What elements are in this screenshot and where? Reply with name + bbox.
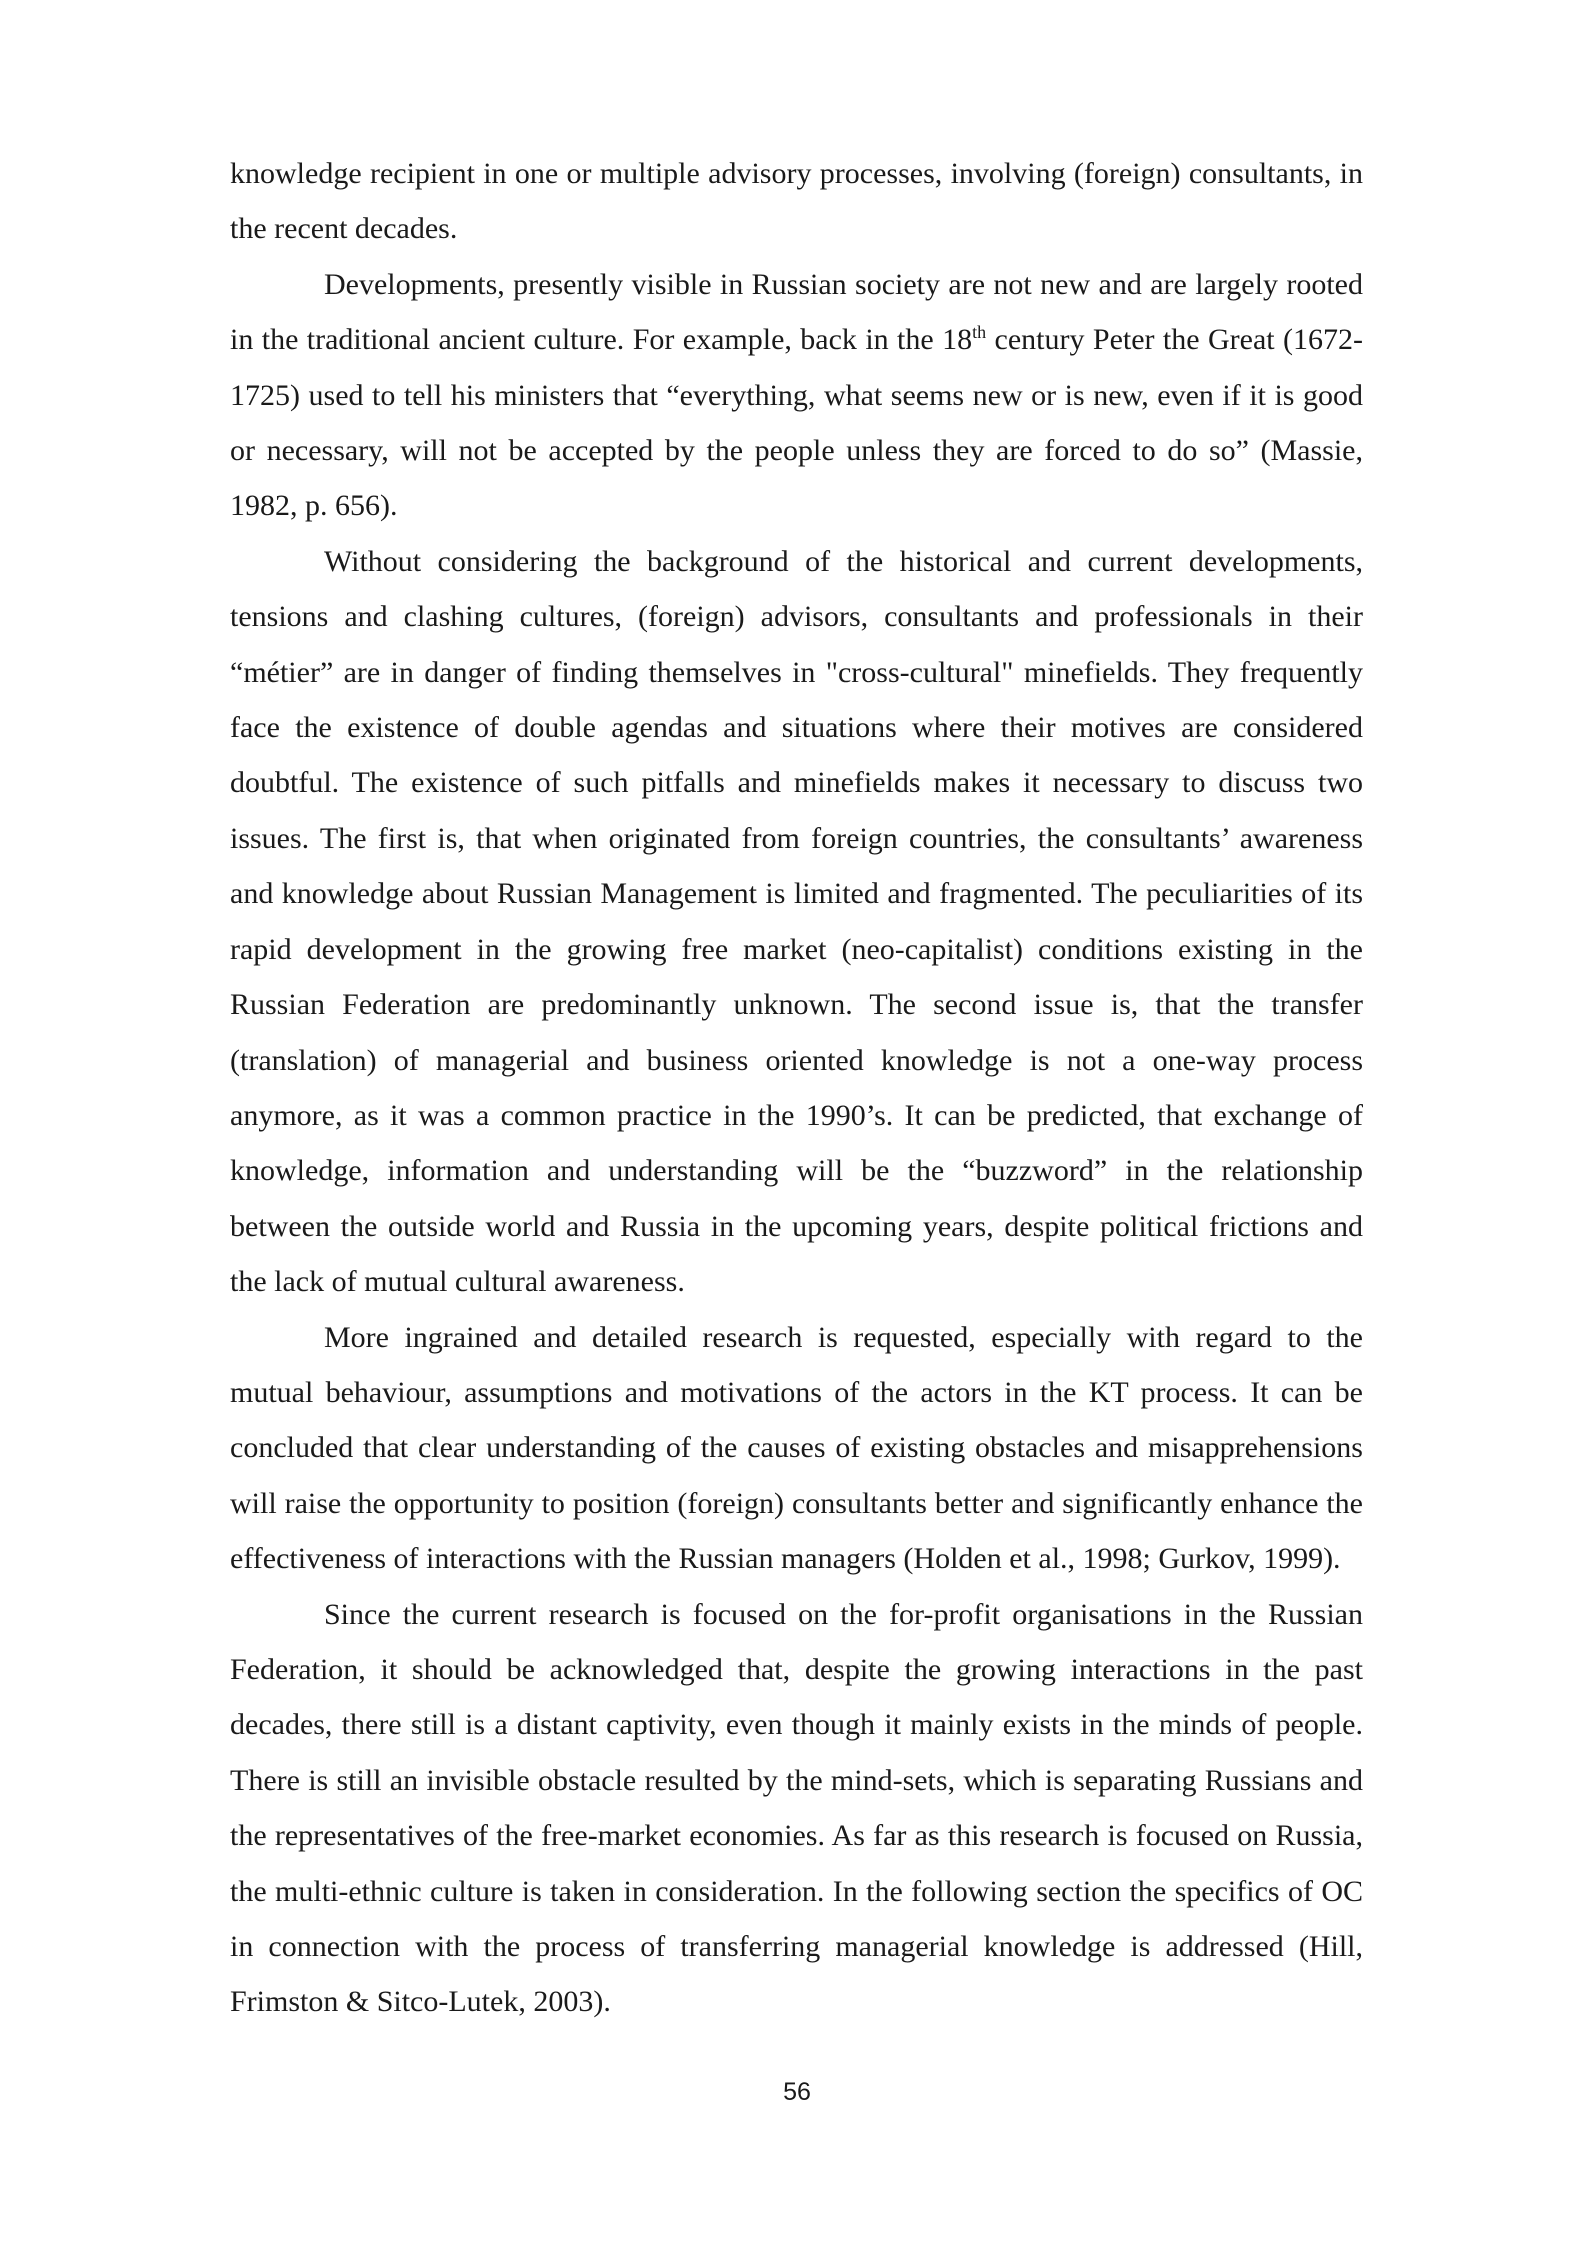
paragraph-without-considering: Without considering the background of the historical and current developments, tensions and clashing cultures, (foreign) advisors, consultants and professionals in their “métier” are in danger of finding themselves in "cross-cultural" minefields. They frequently face the existence of double agendas and situations where their motives are considered doubtful. The existence of such pitfalls and minefields makes it necessary to discuss two issues. The first is, that when originated from foreign countries, the consultants’ awareness and knowledge about Russian Management is limited and fragmented. The peculiarities of its rapid development in the growing free market (neo-capitalist) conditions existing in the Russian Federation are predominantly unknown. The second issue is, that the transfer (translation) of managerial and business oriented knowledge is not a one-way process anymore, as it was a common practice in the 1990’s. It can be predicted, that exchange of knowledge, information and understanding will be the “buzzword” in the relationship between the outside world and Russia in the upcoming years, despite political frictions and the lack of mutual cultural awareness.	[230, 544, 1363, 1299]
paragraph-text: century Peter the Great (1672-1725) used to tell his ministers that “everything, what seems new or is new, even if it is good or necessary, will not be accepted by the people unless they are forced to do so” (Massie, 1982, p. 656).	[230, 323, 1363, 523]
page-number: 56	[783, 2078, 811, 2106]
body-text	[230, 146, 1363, 2030]
superscript-ordinal: th	[972, 322, 987, 343]
paragraph-continuation: knowledge recipient in one or multiple advisory processes, involving (foreign) consultants, in the recent decades.	[230, 157, 1363, 246]
paragraph-developments	[230, 257, 1363, 534]
paragraph-more-ingrained: More ingrained and detailed research is requested, especially with regard to the mutual behaviour, assumptions and motivations of the actors in the KT process. It can be concluded that clear understanding of the causes of existing obstacles and misapprehensions will raise the opportunity to position (foreign) consultants better and significantly enhance the effectiveness of interactions with the Russian managers (Holden et al., 1998; Gurkov, 1999).	[230, 1320, 1363, 1576]
paragraph-since-current: Since the current research is focused on the for-profit organisations in the Russian Federation, it should be acknowledged that, despite the growing interactions in the past decades, there still is a distant captivity, even though it mainly exists in the minds of people. There is still an invisible obstacle resulted by the mind-sets, which is separating Russians and the representatives of the free-market economies. As far as this research is focused on Russia, the multi-ethnic culture is taken in consideration. In the following section the specifics of OC in connection with the process of transferring managerial knowledge is addressed (Hill, Frimston & Sitco-Lutek, 2003).	[230, 1597, 1363, 2019]
paragraph-text: Developments, presently visible in Russian society are not new and are largely rooted in the traditional ancient culture. For example, back in the 18	[230, 267, 1363, 357]
